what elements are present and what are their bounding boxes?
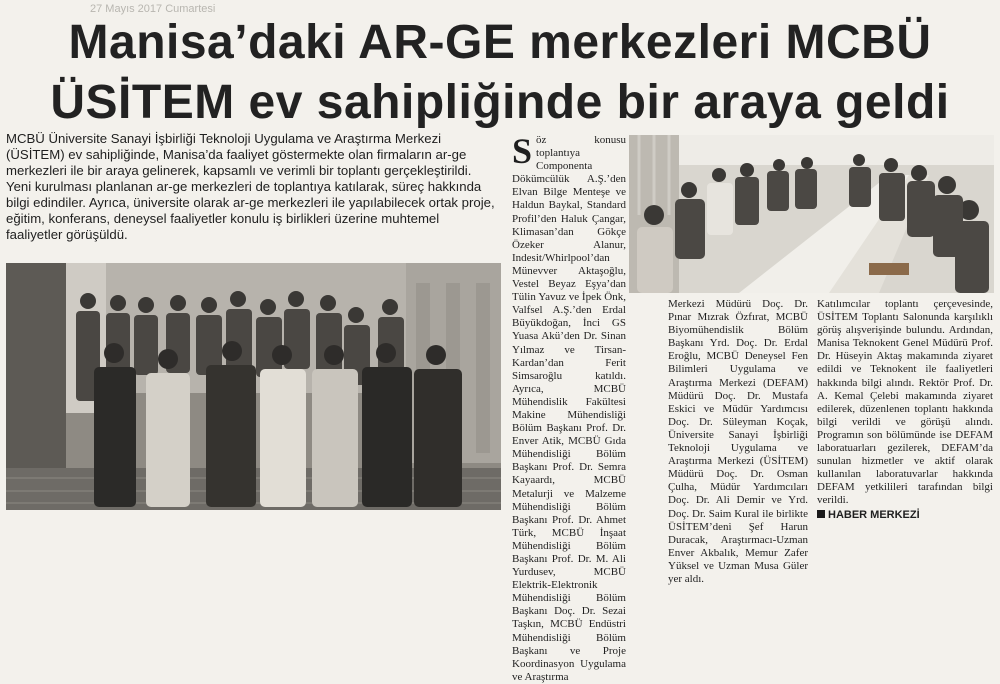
column-3-text: Katılımcılar toplantı çerçevesinde, ÜSİTEM Toplantı Salonunda karşılıklı görüş alışverişinde bulundu. Ardından, Manisa Teknokent Genel Müdürü Prof. Dr. Hüseyin Aktaş makamında ziyaret edildi ve Teknokent ile faaliyetleri hakkında bilgi alındı. Rektör Prof. Dr. A. Kemal Çelebi makamında ziyaret edilerek, düzenlenen toplantı hakkında bilgi verildi ve görüşü alındı. Programın son bölümünde ise DEFAM laboratuarları gezilerek, DEFAM’da sunulan hizmetler ve aktif olarak kullanılan laboratuvarlar hakkında DEFAM yetkilileri tarafından bilgi verildi. <box>817 298 993 507</box>
column-1-text: öz konusu toplantıya Componenta Dökümcülük A.Ş.’den Elvan Bilge Menteşe ve Haldun Baykal, Standard Profil’den Haluk Çangar, Klimasan’dan Gökçe Özeker Alanur, Indesit/Whirlpool’dan Münevver Aktaşoğlu, Vestel Beyaz Eşya’dan Tülin Yavuz ve İpek Önk, Valfsel A.Ş.’den Erdal Büyükdoğan, İnci GS Yuasa Akü’den Dr. Sinan Yılmaz ve Tirsan-Kardan’dan Ferit Simsaroğlu katıldı. Ayrıca, MCBÜ Mühendislik Fakültesi Makine Mühendisliği Bölüm Başkanı Prof. Dr. Enver Atik, MCBÜ Gıda Mühendisliği Bölüm Başkanı Prof. Dr. Semra Kayaardı, MCBÜ Metalurji ve Malzeme Mühendisliği Bölüm Başkanı Prof. Dr. Ahmet Türk, MCBÜ İnşaat Mühendisliği Bölüm Başkanı Prof. Dr. M. Ali Yurdusev, MCBÜ Elektrik-Elektronik Mühendisliği Bölüm Başkanı Doç. Dr. Sezai Taşkın, MCBÜ Endüstri Mühendisliği Bölüm Başkanı ve Proje Koordinasyon Uygulama ve Araştırma <box>512 134 626 683</box>
lead-paragraph <box>6 131 499 243</box>
byline <box>817 509 993 522</box>
dropcap: S <box>512 131 533 171</box>
article-column-3 <box>817 298 993 526</box>
group-photo <box>6 263 501 510</box>
headline-line-1: Manisa’daki AR-GE merkezleri MCBÜ <box>68 16 932 69</box>
headline-line-2: ÜSİTEM ev sahipliğinde bir araya geldi <box>50 76 950 129</box>
meeting-photo <box>629 135 994 293</box>
article-column-1 <box>512 131 626 683</box>
article-column-2 <box>668 298 808 585</box>
byline-text: HABER MERKEZİ <box>828 508 920 521</box>
column-2-text: Merkezi Müdürü Doç. Dr. Pınar Mızrak Özfırat, MCBÜ Biyomühendislik Bölüm Başkanı Yrd. Doç. Dr. Erdal Eroğlu, MCBÜ Deneysel Fen Bilimleri Uygulama ve Araştırma Merkezi (DEFAM) Müdürü Doç. Dr. Mustafa Eskici ve Müdür Yardımcısı Doç. Dr. Süleyman Koçak, Üniversite Sanayi İşbirliği Teknoloji Uygulama ve Araştırma Merkezi (ÜSİTEM) Müdürü Doç. Dr. Osman Çulha, Müdür Yardımcıları Doç. Dr. Ali Demir ve Yrd. Doç. Dr. Saim Kural ile birlikte ÜSİTEM’deni Şef Harun Duracak, Araştırmacı-Uzman Enver Akbalık, Memur Zafer Yüksel ve Uzman Musa Güler yer aldı. <box>668 298 808 585</box>
lead-text: MCBÜ Üniversite Sanayi İşbirliği Teknoloji Uygulama ve Araştırma Merkezi (ÜSİTEM) ev sahipliğinde, Manisa’da faaliyet göstermekte olan firmaların ar-ge merkezleri ile bir araya gelinerek, kapsamlı ve verimli bir toplantı gerçekleştirildi. Yeni kurulması planlanan ar-ge merkezleri de toplantıya katılarak, süreç hakkında bilgi edindiler. Ayrıca, üniversite olarak ar-ge merkezleri ile yapılabilecek ortak proje, eğitim, konferans, deneysel faaliyetler konulu iş birlikleri üzerine muhtemel faaliyetler görüşüldü. <box>6 131 495 242</box>
byline-square-icon <box>817 510 825 518</box>
masthead-date: 27 Mayıs 2017 Cumartesi <box>90 3 216 15</box>
